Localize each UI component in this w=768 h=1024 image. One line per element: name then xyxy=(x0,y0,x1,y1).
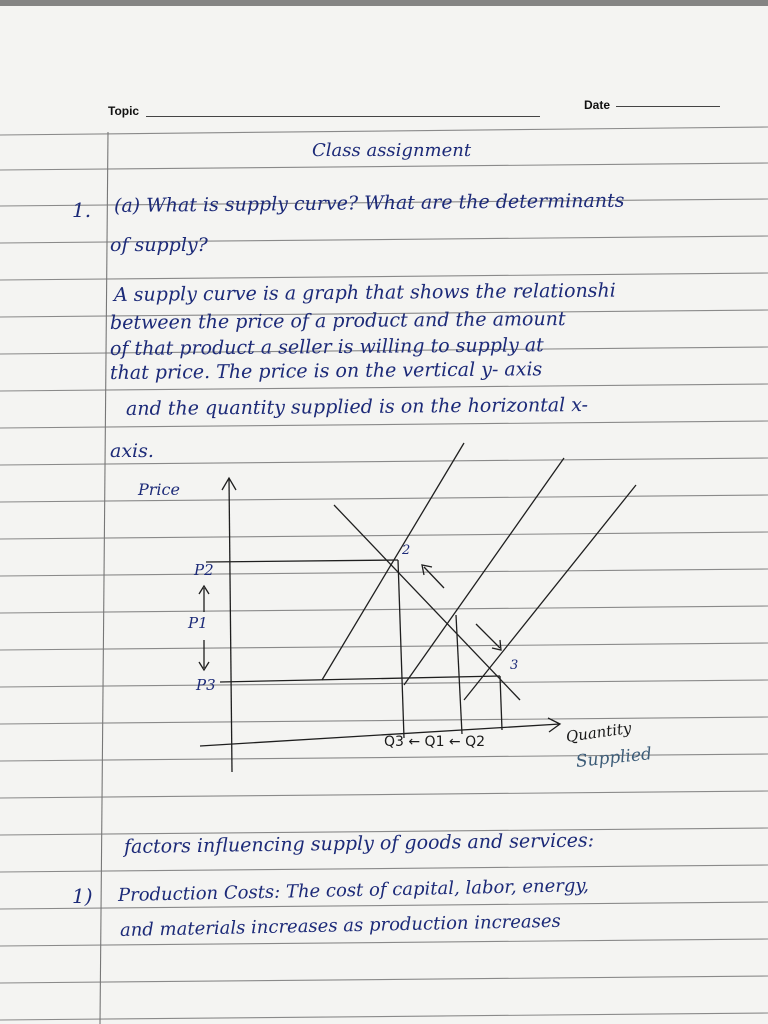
point-3-label: 3 xyxy=(510,658,519,673)
q-labels: Q3 ← Q1 ← Q2 xyxy=(384,734,486,750)
p2-guide xyxy=(206,560,398,562)
answer-line-3: of that product a seller is willing to supply at xyxy=(109,334,544,360)
answer-line-1: A supply curve is a graph that shows the relationshi xyxy=(113,279,616,306)
answer-line-2: between the price of a product and the amount xyxy=(109,308,566,334)
question-number: 1. xyxy=(72,198,92,222)
supply-curve-left xyxy=(322,443,464,680)
shift-arrow-up xyxy=(424,567,444,588)
shift-arrow-down xyxy=(476,624,500,648)
x-axis-label-supplied: Supplied xyxy=(574,744,653,772)
p1-label: P1 xyxy=(188,614,208,632)
question-line-1: (a) What is supply curve? What are the determinants xyxy=(113,189,625,217)
answer-line-4: that price. The price is on the vertical y- axis xyxy=(109,358,543,384)
factor-1-number: 1) xyxy=(72,884,93,908)
answer-line-5: and the quantity supplied is on the horizontal x- xyxy=(125,393,589,420)
x-axis xyxy=(200,724,560,746)
x-axis-label-quantity: Quantity xyxy=(564,718,633,746)
q1-drop xyxy=(456,615,462,734)
y-axis xyxy=(229,478,232,772)
point-2-label: 2 xyxy=(402,543,411,558)
factor-1-line-1: Production Costs: The cost of capital, labor, energy, xyxy=(117,875,590,906)
q2-drop xyxy=(500,676,502,730)
answer-line-6: axis. xyxy=(110,440,154,462)
factors-heading: factors influencing supply of goods and services: xyxy=(123,829,595,858)
p3-label: P3 xyxy=(196,676,216,694)
q3-drop xyxy=(398,560,404,738)
factor-1-line-2: and materials increases as production increases xyxy=(119,910,561,941)
p2-label: P2 xyxy=(194,561,214,579)
page-title: Class assignment xyxy=(312,140,472,161)
question-line-2: of supply? xyxy=(110,234,208,256)
y-axis-label: Price xyxy=(138,480,180,499)
p3-guide xyxy=(220,676,500,682)
date-label: Date xyxy=(584,98,611,112)
topic-label: Topic xyxy=(108,104,140,118)
demand-line xyxy=(334,505,520,700)
